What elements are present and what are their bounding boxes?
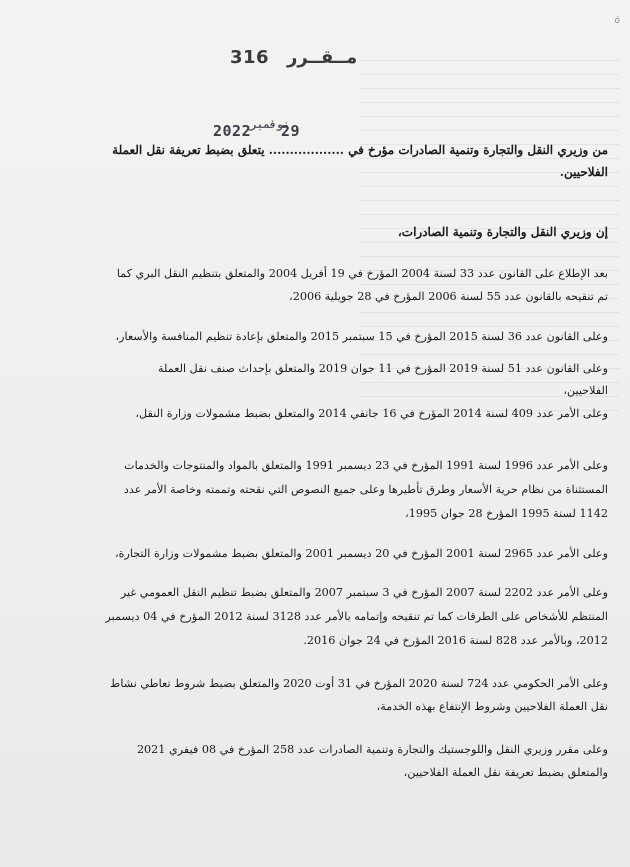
paragraph-4-line-3: 1142 لسنة 1995 المؤرخ 28 جوان 1995،: [405, 507, 608, 520]
paragraph-7-line-1: وعلى الأمر الحكومي عدد 724 لسنة 2020 المؤرخ في 31 أوت 2020 والمتعلق بضبط شروط تعاطي نشاط: [110, 677, 608, 690]
stamp-year: 2022: [213, 122, 252, 140]
paragraph-6-line-2: المنتظم للأشخاص على الطرقات كما تم تنقيحه وإتمامه بالأمر عدد 3128 لسنة 2012 المؤرخ في 04 ديسمبر: [105, 610, 608, 623]
paragraph-3-line-2: الفلاحيين،: [563, 384, 608, 397]
preamble: إن وزيري النقل والتجارة وتنمية الصادرات،: [397, 225, 608, 239]
decision-word: مــقــرر: [287, 47, 358, 68]
decision-number: 316: [230, 47, 270, 68]
paragraph-4-line-2: المستثناة من نظام حرية الأسعار وطرق تأطيرها وعلى جميع النصوص التي نقحته وتممته وخاصة الأمر عدد: [123, 483, 608, 496]
decision-header: [220, 47, 360, 73]
paragraph-3-line-1: وعلى القانون عدد 51 لسنة 2019 المؤرخ في 11 جوان 2019 والمتعلق بإحداث صنف نقل العملة: [158, 362, 608, 375]
paragraph-3-line-3: وعلى الأمر عدد 409 لسنة 2014 المؤرخ في 16 جانفي 2014 والمتعلق بضبط مشمولات وزارة النقل،: [135, 407, 608, 420]
stamp-day: 29: [281, 122, 301, 140]
paragraph-2-line-1: وعلى القانون عدد 36 لسنة 2015 المؤرخ في 15 سبتمبر 2015 والمتعلق بإعادة تنظيم المنافسة والأسعار،: [115, 330, 608, 343]
title-line-1: من وزيري النقل والتجارة وتنمية الصادرات مؤرخ في .................. يتعلق بضبط تعريفة نقل العملة: [112, 143, 608, 157]
title-line-2: الفلاحيين.: [559, 165, 608, 179]
paragraph-1-line-2: تم تنقيحه بالقانون عدد 55 لسنة 2006 المؤرخ في 28 جويلية 2006،: [289, 290, 608, 303]
paragraph-8-line-2: والمتعلق بضبط تعريفة نقل العملة الفلاحيين،: [403, 766, 608, 779]
corner-mark: ó: [614, 16, 620, 26]
paragraph-1-line-1: بعد الإطلاع على القانون عدد 33 لسنة 2004 المؤرخ في 19 أفريل 2004 والمتعلق بتنظيم النقل البري كما: [116, 267, 608, 280]
paragraph-8-line-1: وعلى مقرر وزيري النقل واللوجستيك والتجارة وتنمية الصادرات عدد 258 المؤرخ في 08 فيفري 2021: [136, 743, 608, 756]
stamp-month: نوفمبر: [250, 118, 290, 131]
paragraph-7-line-2: نقل العملة الفلاحيين وشروط الإنتفاع بهذه الخدمة،: [376, 700, 608, 713]
paragraph-5-line-1: وعلى الأمر عدد 2965 لسنة 2001 المؤرخ في 20 ديسمبر 2001 والمتعلق بضبط مشمولات وزارة التجارة،: [114, 547, 608, 560]
paragraph-6-line-3: 2012، وبالأمر عدد 828 لسنة 2016 المؤرخ في 24 جوان 2016.: [303, 634, 608, 647]
paragraph-4-line-1: وعلى الأمر عدد 1996 لسنة 1991 المؤرخ في 23 ديسمبر 1991 والمتعلق بالمواد والمنتوجات والخدمات: [124, 459, 608, 472]
paragraph-6-line-1: وعلى الأمر عدد 2202 لسنة 2007 المؤرخ في 3 سبتمبر 2007 والمتعلق بضبط تنظيم النقل العمومي غير: [120, 586, 608, 599]
